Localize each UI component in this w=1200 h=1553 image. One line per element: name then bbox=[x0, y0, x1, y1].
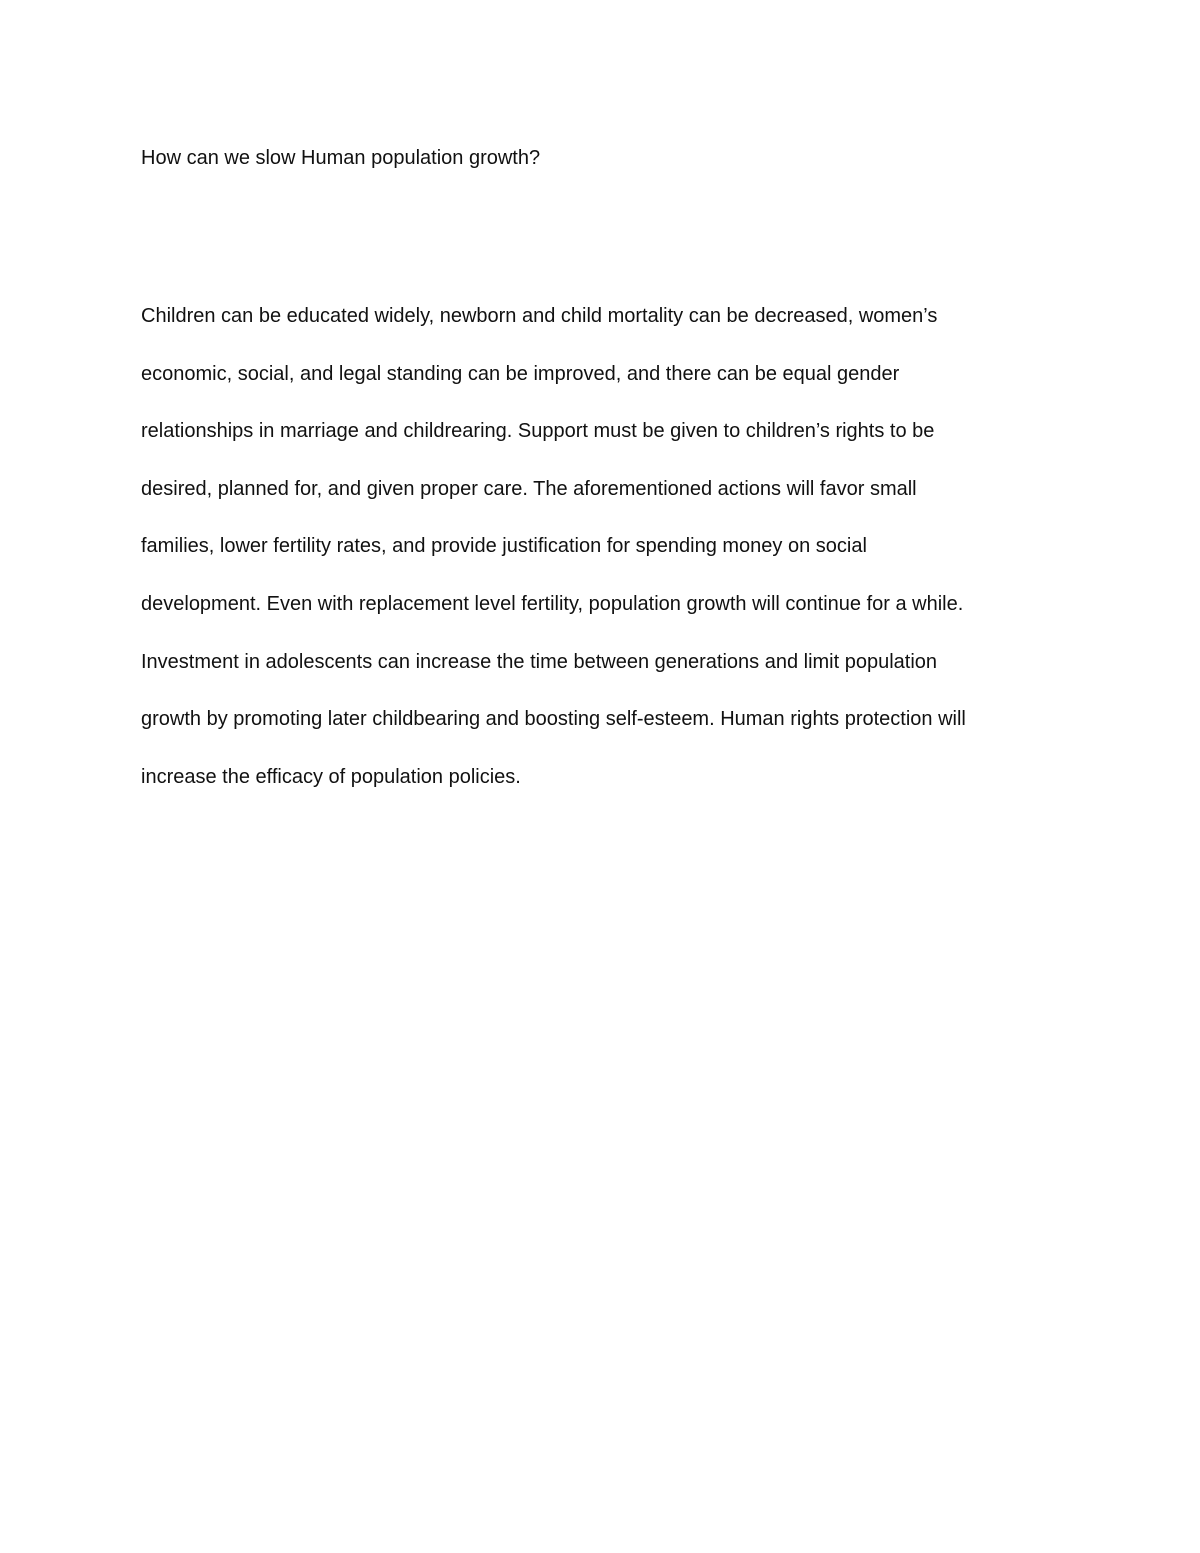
body-line: families, lower fertility rates, and provide justification for spending money on social bbox=[141, 535, 867, 558]
body-line: development. Even with replacement level fertility, population growth will continue for a while. bbox=[141, 592, 964, 615]
body-line: Children can be educated widely, newborn and child mortality can be decreased, women’s bbox=[141, 305, 938, 327]
body-line: increase the efficacy of population policies. bbox=[141, 765, 521, 788]
body-line: relationships in marriage and childrearing. Support must be given to children’s rights to be bbox=[141, 420, 935, 443]
document-title: How can we slow Human population growth? bbox=[141, 147, 541, 169]
body-line: growth by promoting later childbearing and boosting self-esteem. Human rights protection will bbox=[141, 708, 966, 731]
body-line: Investment in adolescents can increase the time between generations and limit population bbox=[141, 650, 938, 673]
body-line: economic, social, and legal standing can be improved, and there can be equal gender bbox=[141, 362, 900, 385]
body-line: desired, planned for, and given proper care. The aforementioned actions will favor small bbox=[141, 477, 917, 500]
document-body bbox=[141, 288, 1071, 806]
